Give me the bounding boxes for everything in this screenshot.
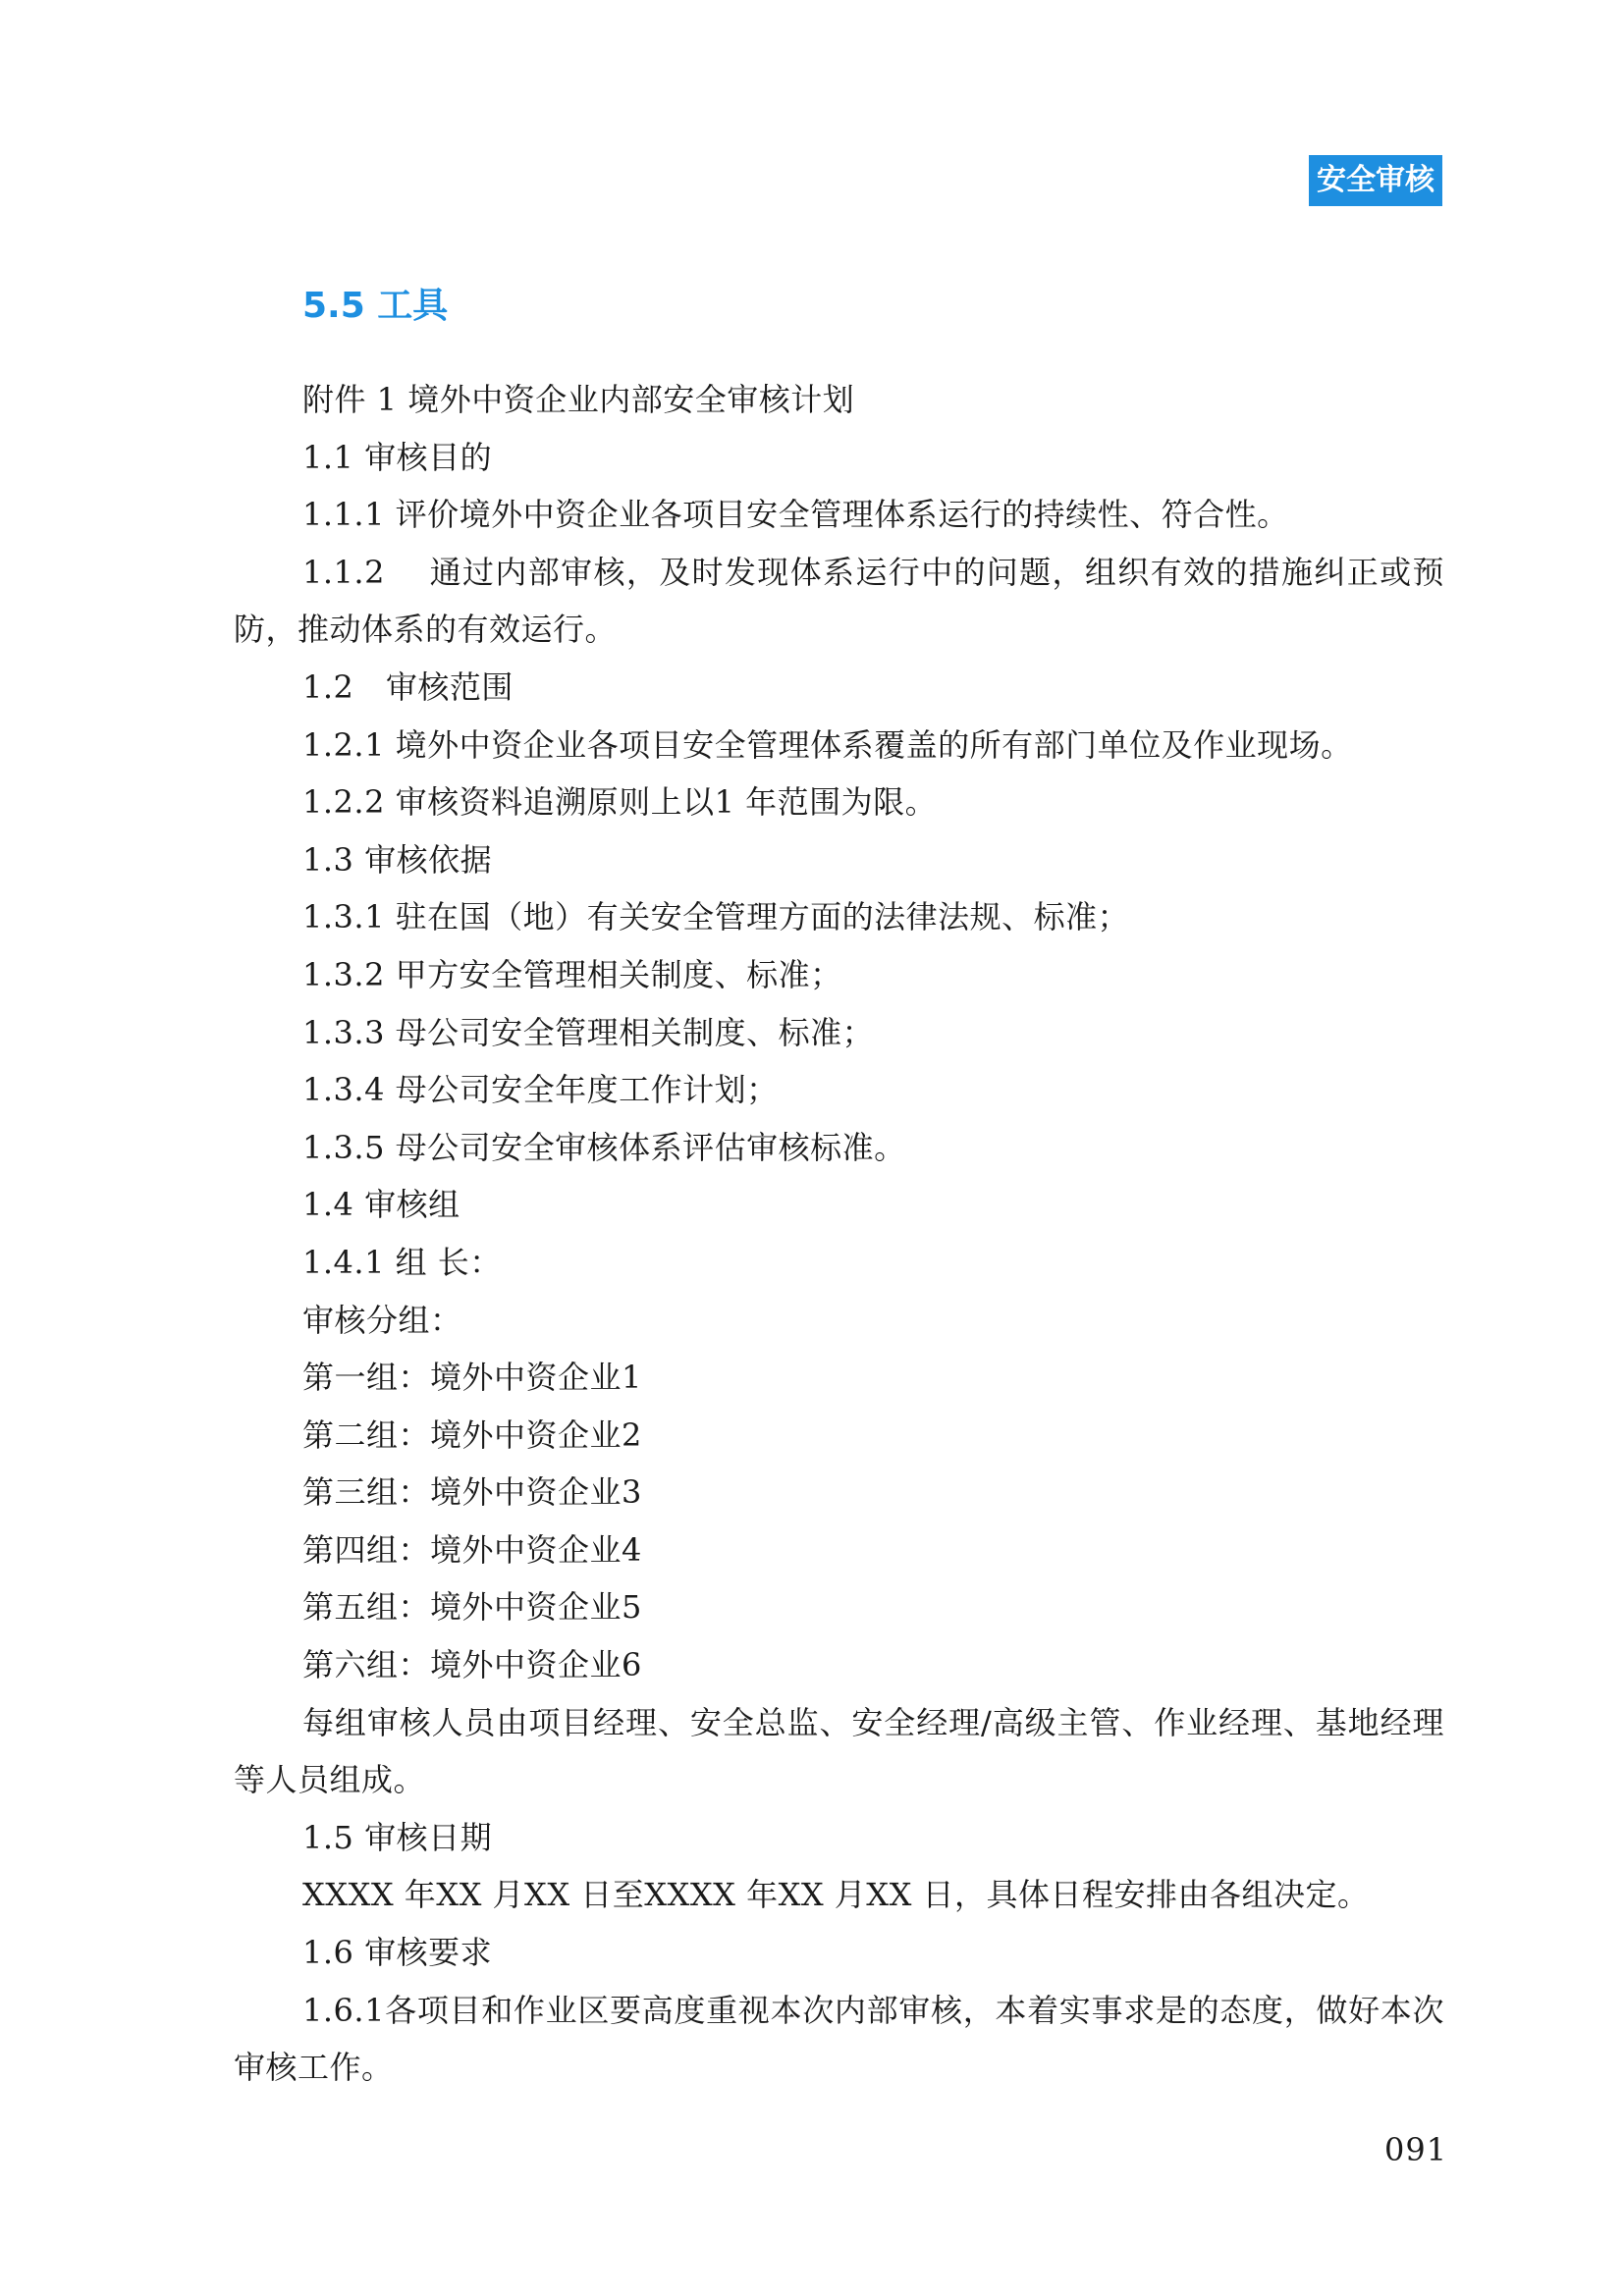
paragraph-1-3-4: 1.3.4 母公司安全年度工作计划； <box>302 1071 779 1109</box>
document-body <box>234 371 1444 2097</box>
paragraph-1-3-1: 1.3.1 驻在国（地）有关安全管理方面的法律法规、标准； <box>302 898 1130 936</box>
paragraph-group-members: 每组审核人员由项目经理、安全总监、安全经理/高级主管、作业经理、基地经理等人员组成。 <box>234 1703 1444 1799</box>
page-number: 091 <box>1384 2131 1448 2168</box>
paragraph-1-1: 1.1 审核目的 <box>302 438 493 476</box>
paragraph-group-2: 第二组：境外中资企业2 <box>302 1415 642 1454</box>
paragraph-appendix-title: 附件 1 境外中资企业内部安全审核计划 <box>302 381 855 418</box>
paragraph-1-2-2: 1.2.2 审核资料追溯原则上以1 年范围为限。 <box>302 783 938 822</box>
paragraph-1-1-2: 1.1.2 通过内部审核，及时发现体系运行中的问题，组织有效的措施纠正或预防，推动体系的有效运行。 <box>234 553 1444 649</box>
paragraph-1-5: 1.5 审核日期 <box>302 1818 493 1856</box>
paragraph-1-3-5: 1.3.5 母公司安全审核体系评估审核标准。 <box>302 1128 906 1166</box>
paragraph-1-6: 1.6 审核要求 <box>302 1934 493 1972</box>
paragraph-1-2: 1.2 审核范围 <box>302 667 514 706</box>
paragraph-1-3-3: 1.3.3 母公司安全管理相关制度、标准； <box>302 1013 875 1051</box>
paragraph-group-1: 第一组：境外中资企业1 <box>302 1359 642 1397</box>
paragraph-1-2-1: 1.2.1 境外中资企业各项目安全管理体系覆盖的所有部门单位及作业现场。 <box>302 725 1353 764</box>
paragraph-1-3: 1.3 审核依据 <box>302 840 493 879</box>
paragraph-audit-dates: XXXX 年XX 月XX 日至XXXX 年XX 月XX 日，具体日程安排由各组决定。 <box>302 1876 1370 1914</box>
paragraph-group-3: 第三组：境外中资企业3 <box>302 1473 642 1512</box>
paragraph-group-5: 第五组：境外中资企业5 <box>302 1588 642 1627</box>
paragraph-audit-groups: 审核分组： <box>302 1301 462 1339</box>
paragraph-1-4-1: 1.4.1 组 长： <box>302 1243 502 1281</box>
section-heading: 5.5 工具 <box>302 286 449 326</box>
paragraph-1-3-2: 1.3.2 甲方安全管理相关制度、标准； <box>302 955 842 993</box>
paragraph-group-4: 第四组：境外中资企业4 <box>302 1530 642 1569</box>
paragraph-1-6-1: 1.6.1各项目和作业区要高度重视本次内部审核，本着实事求是的态度，做好本次审核工作。 <box>234 1991 1444 2087</box>
section-tag: 安全审核 <box>1309 155 1442 206</box>
paragraph-1-4: 1.4 审核组 <box>302 1186 460 1224</box>
paragraph-1-1-1: 1.1.1 评价境外中资企业各项目安全管理体系运行的持续性、符合性。 <box>302 496 1289 534</box>
paragraph-group-6: 第六组：境外中资企业6 <box>302 1646 642 1684</box>
